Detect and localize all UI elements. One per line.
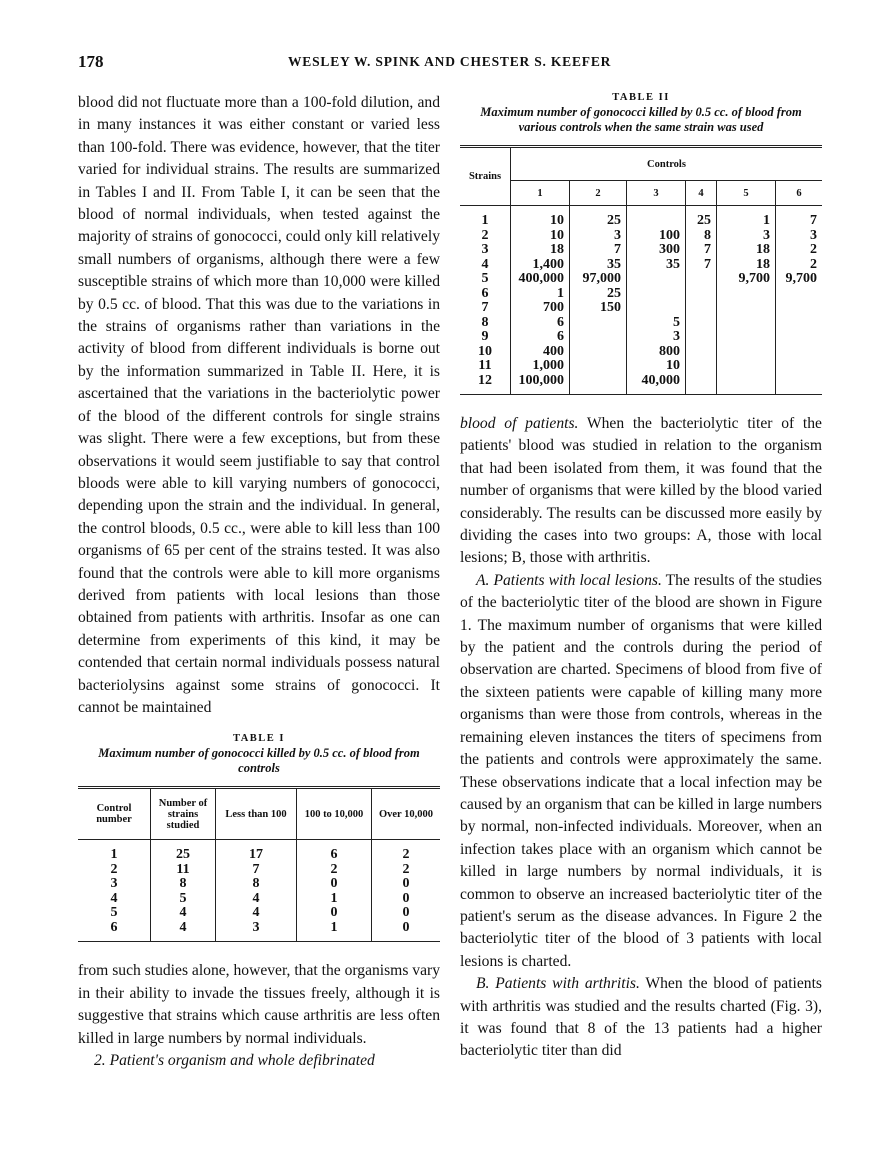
table-1 (78, 733, 440, 942)
table-1-header-cell: 100 to 10,000 (297, 788, 372, 840)
table-1-cell: 8 (216, 877, 297, 892)
table-1-cell: 8 (151, 877, 216, 892)
table-2-row (460, 287, 822, 302)
table-2-cell (627, 287, 686, 302)
table-2-cell (627, 272, 686, 287)
table-2-cell: 1,400 (511, 258, 570, 273)
table-2-cell (627, 206, 686, 229)
table-2-control-number: 3 (627, 181, 686, 206)
table-1-cell: 0 (297, 906, 372, 921)
table-1-cell: 5 (78, 906, 151, 921)
table-2-cell (717, 287, 776, 302)
table-2-cell (717, 345, 776, 360)
table-2-cell: 10 (627, 359, 686, 374)
table-2-strain-cell: 3 (460, 243, 511, 258)
table-2-cell: 7 (570, 243, 627, 258)
table-2-row (460, 359, 822, 374)
table-2-cell: 150 (570, 301, 627, 316)
table-1-row (78, 892, 440, 907)
right-paragraph-1-text: When the bacteriolytic titer of the patients' blood was studied in relation to the organism that had been isolated from them, it was found that the number of organisms that were killed by the blood varied considerably. The results can be discussed more easily by dividing the cases into two groups: A, those with local lesions; B, those with arthritis. (460, 415, 822, 567)
table-1-cell: 3 (78, 877, 151, 892)
table-2-cell: 2 (810, 256, 817, 272)
table-2-cell: 25 (570, 287, 627, 302)
table-2-cell: 1 (511, 287, 570, 302)
table-2-cell (570, 330, 627, 345)
table-2-cell: 100,000 (511, 374, 570, 395)
table-2-row (460, 206, 822, 229)
table-1-row (78, 840, 440, 863)
table-1-row (78, 863, 440, 878)
table-2-cell (717, 374, 776, 395)
page-header (78, 52, 822, 74)
table-1-cell: 5 (151, 892, 216, 907)
table-2-control-numbers-row (460, 181, 822, 206)
table-2-cell: 3 (627, 330, 686, 345)
table-2-control-number: 5 (717, 181, 776, 206)
table-2-grid (460, 145, 822, 395)
table-2-cell: 3 (717, 229, 776, 244)
table-1-cell: 1 (78, 840, 151, 863)
right-paragraph-2-lead: A. Patients with local lesions. (476, 571, 662, 589)
table-1-cell: 1 (297, 892, 372, 907)
table-2-cell (686, 287, 717, 302)
table-2-strain-cell: 7 (460, 301, 511, 316)
table-1-label: TABLE I (232, 733, 286, 745)
table-1-cell: 1 (297, 921, 372, 942)
table-1-cell: 4 (151, 906, 216, 921)
table-2-strain-cell: 5 (460, 272, 511, 287)
table-2-cell (686, 345, 717, 360)
table-1-cell: 4 (151, 921, 216, 942)
right-paragraph-3-lead: B. Patients with arthritis. (476, 975, 640, 993)
right-paragraph-2 (460, 570, 822, 973)
table-1-cell: 2 (78, 863, 151, 878)
left-paragraph-2: from such studies alone, however, that the organisms vary in their ability to invade the tissues freely, although it is suggestive that strains which cause arthritis are less often killed in large numbers by normal individuals. (78, 962, 440, 1047)
table-2-cell: 2 (810, 242, 817, 257)
table-2-cell: 6 (511, 330, 570, 345)
table-1-header-cell: Over 10,000 (372, 788, 441, 840)
table-2-cell: 10 (511, 229, 570, 244)
table-2-row (460, 316, 822, 331)
table-2-row (460, 243, 822, 258)
table-1-cell: 0 (402, 905, 410, 921)
table-1-cell: 2 (297, 863, 372, 878)
right-paragraph-2-text: The results of the studies of the bacteriolytic titer of the blood are shown in Figure 1. The maximum number of organisms that were killed by the patient and the controls during the period of observation are charted. Specimens of blood from five of the sixteen patients were capable of killing many more organisms than were those from controls, whereas in the remaining eleven instances the titers of specimens from the patients and controls were approximately the same. These observations indicate that a local infection may be caused by an organism that can be killed in large numbers by normal, non-infected individuals. Moreover, when an infection takes place with an organism which cannot be killed in large numbers by normal individuals, it is common to observe an increased bacteriolytic titer of the patient's serum as the disease advances. In Figure 2 the bacteriolytic titer of the blood of 3 patients with local lesions is charted. (460, 571, 822, 970)
table-2-cell: 6 (511, 316, 570, 331)
table-2-strain-cell: 12 (460, 374, 511, 395)
table-2-control-number: 4 (686, 181, 717, 206)
table-2-cell (717, 316, 776, 331)
table-2-cell: 400,000 (511, 272, 570, 287)
table-2-strain-cell: 2 (460, 229, 511, 244)
table-2-strain-cell: 9 (460, 330, 511, 345)
table-2-row (460, 345, 822, 360)
table-1-cell: 17 (216, 840, 297, 863)
right-paragraph-1 (460, 413, 822, 570)
table-2-cell: 8 (686, 229, 717, 244)
table-2-strain-cell: 8 (460, 316, 511, 331)
table-2-strain-cell: 11 (460, 359, 511, 374)
table-2-cell: 7 (810, 213, 817, 228)
table-1-header-cell: Less than 100 (216, 788, 297, 840)
table-2-strain-cell: 10 (460, 345, 511, 360)
right-paragraph-3-text: When the blood of patients with arthritis was studied and the results charted (Fig. 3), it was found that 8 of the 13 patients had a higher bacteriolytic titer than did (460, 975, 822, 1060)
table-2-control-number: 6 (776, 181, 823, 206)
right-column (460, 92, 822, 1063)
table-2-cell: 35 (570, 258, 627, 273)
table-2-cell: 7 (686, 243, 717, 258)
table-2-cell (776, 359, 823, 374)
table-2-cell: 10 (511, 206, 570, 229)
table-2-cell: 1 (717, 206, 776, 229)
table-2-cell (686, 330, 717, 345)
table-2-cell: 18 (717, 258, 776, 273)
table-2-strains-header: Strains (460, 147, 511, 206)
table-2-row (460, 229, 822, 244)
table-2-cell (776, 316, 823, 331)
table-2-cell (686, 359, 717, 374)
table-1-cell: 25 (151, 840, 216, 863)
running-head: WESLEY W. SPINK AND CHESTER S. KEEFER (288, 54, 612, 69)
table-1-caption: Maximum number of gonococci killed by 0.5 cc. of blood from controls (98, 746, 420, 776)
table-2-cell (570, 374, 627, 395)
table-2-header-row (460, 147, 822, 181)
table-2 (460, 92, 822, 395)
table-2-cell (776, 330, 823, 345)
table-2-cell (570, 359, 627, 374)
table-2-cell: 800 (627, 345, 686, 360)
table-2-cell (776, 374, 823, 395)
table-2-cell (776, 345, 823, 360)
table-2-cell: 1,000 (511, 359, 570, 374)
table-1-cell: 4 (216, 906, 297, 921)
table-1-row (78, 921, 440, 942)
table-2-cell: 35 (627, 258, 686, 273)
table-1-cell: 0 (372, 921, 441, 942)
table-2-row (460, 330, 822, 345)
table-2-cell: 3 (570, 229, 627, 244)
left-paragraph-1: blood did not fluctuate more than a 100-fold dilution, and in many instances it was either constant or varied less than 100-fold. There was evidence, however, that the titer varied for individual strains. The results are summarized in Tables I and II. From Table I, it can be seen that the blood of normal individuals, when tested against the majority of strains of gonococci, could only kill relatively small numbers of organisms, although there were a few susceptible strains of which more than 10,000 were killed by 0.5 cc. of blood. That this was due to the variations in the strains of organisms rather than variations in the activity of blood from different individuals is borne out by the information summarized in Table II. Here, it is ascertained that the variations in the bacteriolytic power of the blood of the different controls for single strains was slight. There were a few exceptions, but from these observations it would seem justifiable to say that control bloods were able to kill varying numbers of gonococci, depending upon the strain and the individual. In general, the control bloods, 0.5 cc., were able to kill less than 100 organisms of 65 per cent of the strains tested. It was also found that the controls were able to kill more organisms derived from patients with local lesions than those obtained from patients with arthritis. Insofar as one can determine from experiments of this kind, it may be contended that certain normal individuals possess natural bacteriolysins against some strains of gonococci. It cannot be maintained (78, 94, 440, 716)
table-2-cell: 25 (570, 206, 627, 229)
table-2-cell (776, 287, 823, 302)
table-2-cell (686, 272, 717, 287)
table-2-cell (570, 345, 627, 360)
table-2-cell: 400 (511, 345, 570, 360)
table-1-row (78, 906, 440, 921)
table-1-cell: 3 (216, 921, 297, 942)
table-1-cell: 6 (78, 921, 151, 942)
table-2-cell (686, 316, 717, 331)
table-2-cell: 18 (511, 243, 570, 258)
table-1-header-cell: Number of strains studied (151, 788, 216, 840)
table-2-row (460, 301, 822, 316)
table-2-cell: 18 (717, 243, 776, 258)
table-2-cell: 3 (810, 227, 817, 243)
table-2-control-number: 2 (570, 181, 627, 206)
table-2-row (460, 374, 822, 395)
table-1-cell: 2 (402, 847, 410, 863)
table-2-cell (627, 301, 686, 316)
page-number: 178 (78, 52, 104, 71)
table-2-cell: 5 (627, 316, 686, 331)
table-2-strain-cell: 6 (460, 287, 511, 302)
table-2-cell: 9,700 (717, 272, 776, 287)
table-2-row (460, 272, 822, 287)
table-2-cell (776, 301, 823, 316)
table-2-cell (717, 301, 776, 316)
table-1-cell: 6 (297, 840, 372, 863)
table-1-cell: 0 (402, 876, 410, 892)
table-2-strain-cell: 4 (460, 258, 511, 273)
table-2-cell: 300 (627, 243, 686, 258)
left-paragraph-3-lead: 2. Patient's organism and whole defibrinated (94, 1052, 375, 1069)
table-2-cell: 7 (686, 258, 717, 273)
table-1-cell: 0 (297, 877, 372, 892)
table-2-controls-header: Controls (511, 147, 823, 181)
table-2-caption: Maximum number of gonococci killed by 0.5 cc. of blood from various controls when the same strain was used (480, 105, 802, 134)
right-paragraph-3 (460, 973, 822, 1063)
table-2-cell: 9,700 (785, 271, 817, 286)
table-1-row (78, 877, 440, 892)
right-paragraph-1-lead: blood of patients. (460, 415, 579, 432)
left-column (78, 92, 440, 1072)
table-2-cell (686, 374, 717, 395)
table-2-label: TABLE II (612, 92, 670, 103)
table-1-cell: 2 (402, 861, 410, 877)
table-2-cell: 97,000 (570, 272, 627, 287)
table-2-cell (686, 301, 717, 316)
table-1-header-cell: Control number (78, 788, 151, 840)
table-1-cell: 7 (216, 863, 297, 878)
table-1-cell: 11 (151, 863, 216, 878)
table-2-strain-cell: 1 (460, 206, 511, 229)
table-2-cell (717, 330, 776, 345)
table-1-cell: 0 (402, 890, 410, 906)
table-1-cell: 4 (78, 892, 151, 907)
table-1-cell: 4 (216, 892, 297, 907)
table-2-row (460, 258, 822, 273)
table-1-grid (78, 786, 440, 942)
table-2-cell: 40,000 (627, 374, 686, 395)
table-2-cell: 25 (686, 206, 717, 229)
table-1-header-row (78, 788, 440, 840)
table-2-cell (717, 359, 776, 374)
table-2-cell (570, 316, 627, 331)
table-2-control-number: 1 (511, 181, 570, 206)
table-2-cell: 100 (627, 229, 686, 244)
table-2-cell: 700 (511, 301, 570, 316)
